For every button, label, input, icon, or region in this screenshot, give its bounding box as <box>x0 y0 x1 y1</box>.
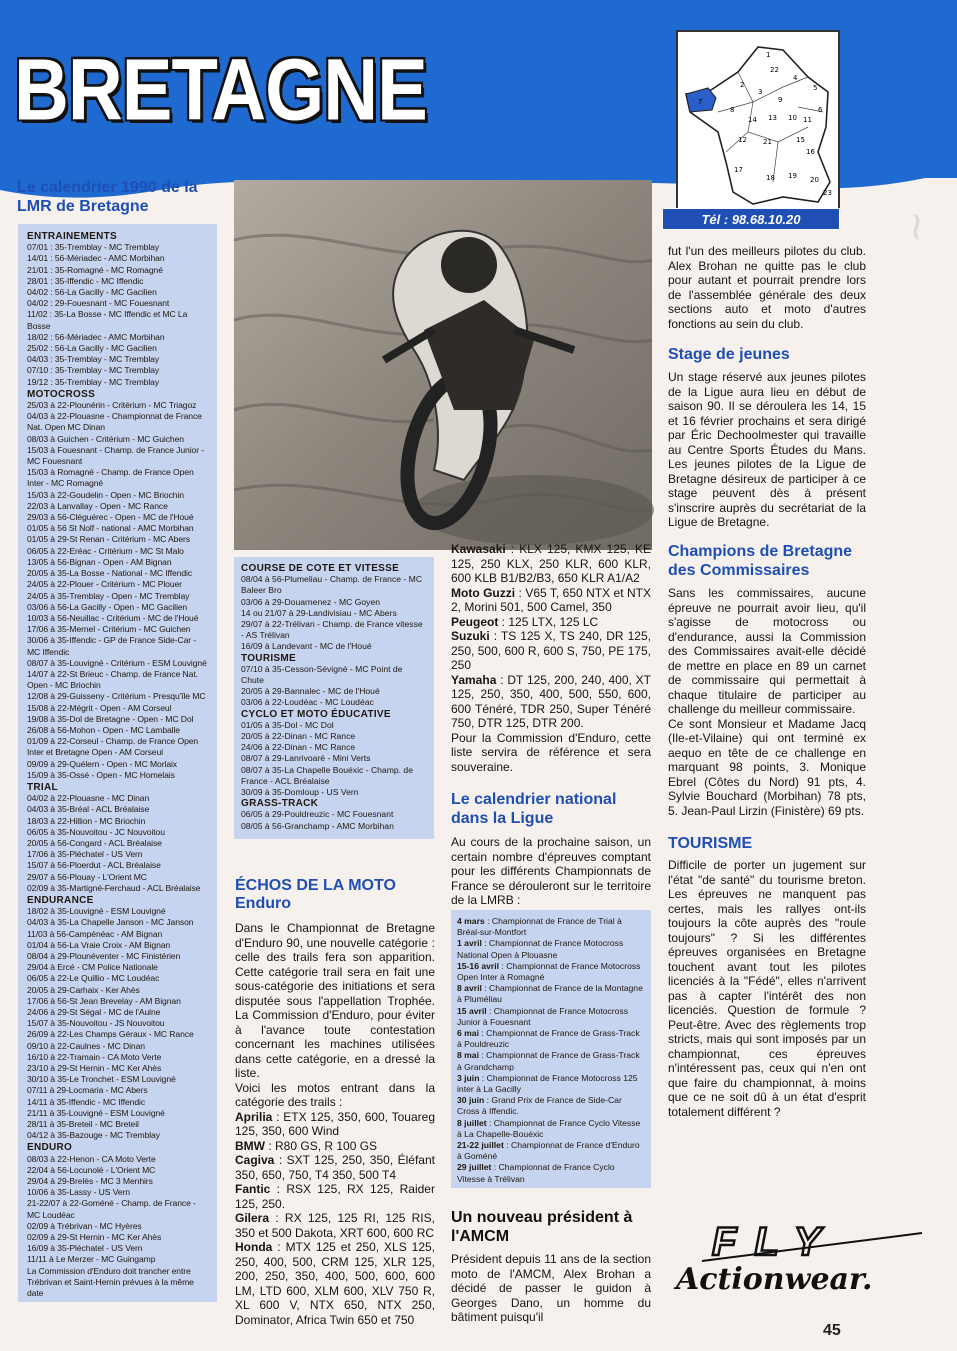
map-number: 16 <box>806 148 815 156</box>
national-event-date: 15 avril <box>457 1005 487 1016</box>
calendar-line: 19/08 à 35-Dol de Bretagne - Open - MC Dol <box>27 713 194 724</box>
calendar-line: 18/02 à 35-Louvigné - ESM Louvigné <box>27 906 166 917</box>
president-text: Président depuis 11 ans de la section moto de l'AMCM, Alex Brohan a décidé de passer le guidon à Georges Dano, un homme du bâtiment puisqu'il <box>451 1252 651 1324</box>
map-number: 15 <box>796 136 805 144</box>
bike-brand: Moto Guzzi <box>451 585 516 600</box>
calendar-line: 07/01 : 35-Tremblay - MC Tremblay <box>27 242 160 253</box>
bike-brand: BMW <box>235 1138 265 1153</box>
calendar-line: 04/02 : 56-La Gacilly - MC Gacilien <box>27 287 157 298</box>
calendar-line: 06/05 à 22-Eréac - Critérium - MC St Malo <box>27 545 184 556</box>
national-event: 8 juillet : Championnat de France Cyclo Vitesse à La Chapelle-Bouéxic <box>457 1117 641 1139</box>
calendar-line: 12/08 à 29-Guisseny - Critérium - Presqu'île MC <box>27 691 206 702</box>
calendar-line: 04/12 à 35-Bazouge - MC Tremblay <box>27 1130 160 1141</box>
calendar-line: 14/11 à 35-Iffendic - MC Iffendic <box>27 1096 146 1107</box>
calendar-line: 26/09 à 22-Les Champs Géraux - MC Rance <box>27 1029 194 1040</box>
calendar-line: 28/11 à 35-Breteil - MC Breteil <box>27 1119 139 1130</box>
national-event-text: Championnat de France de la Montagne à Pluméliau <box>457 983 643 1005</box>
national-event: 15-16 avril : Championnat de France Motocross Open Inter à Romagné <box>457 960 641 983</box>
calendar-line: 11/03 à 56-Campénéac - AM Bignan <box>27 928 163 939</box>
calendar-line: 15/09 à 35-Ossé - Open - MC Homelais <box>27 769 175 780</box>
national-heading: Le calendrier national dans la Ligue <box>451 791 617 827</box>
motocross-photo <box>234 180 652 550</box>
bike-entry: Cagiva : SXT 125, 250, 350, Éléfant 350, 650, 750, T4 350, 500 T4 <box>235 1153 435 1182</box>
fly-brand: FLY <box>712 1220 839 1264</box>
calendar-line: 21-22/07 à 22-Goméné - Champ. de France - MC Loudéac <box>27 1198 196 1220</box>
show-through-text: ~ <box>894 210 940 244</box>
calendar-line: 20/05 à 29-Carhaix - Ker Ahès <box>27 984 140 995</box>
bike-entry: Aprilia : ETX 125, 350, 600, Touareg 125, 350, 600 Wind <box>235 1109 435 1138</box>
bike-entry: Gilera : RX 125, 125 RI, 125 RIS, 350 et 500 Dakota, XRT 600, 600 RC <box>235 1211 435 1240</box>
page-number: 45 <box>823 1322 841 1339</box>
bike-brand: Cagiva <box>235 1153 275 1167</box>
phone-banner: Tél : 98.68.10.20 <box>662 208 840 230</box>
events-line: 03/06 à 22-Loudéac - MC Loudéac <box>241 697 374 708</box>
bike-entry: Moto Guzzi : V65 T, 650 NTX et NTX 2, Morini 501, 500 Camel, 350 <box>451 585 651 614</box>
bike-models: TS 125 X, TS 240, DR 125, 250, 500, 600 R, 600 S, 750, PE 175, 250 <box>451 629 651 672</box>
echos-heading <box>235 877 435 913</box>
calendar-line: 29/04 à 29-Brelès - MC 3 Menhirs <box>27 1176 153 1187</box>
national-event: 8 mai : Championnat de France de Grass-Track à Grandchamp <box>457 1050 640 1072</box>
national-event-text: Championnat de France Motocross Open Inter à Romagné <box>457 960 641 983</box>
bike-models: RX 125, 125 RI, 125 RIS, 350 et 500 Dakota, XRT 600, 600 RC <box>235 1211 435 1240</box>
enduro-article <box>235 921 435 1327</box>
calendar-line: 16/09 à 35-Pléchatel - US Vern <box>27 1243 143 1254</box>
calendar-line: 17/06 à 35-Mernel - Critérium - MC Guichen <box>27 624 191 635</box>
national-event-date: 1 avril <box>457 938 482 949</box>
calendar-line: 04/03 à 35-Bréal - ACL Bréalaise <box>27 804 150 815</box>
calendar-line: 29/07 à 56-Plouay - L'Orient MC <box>27 871 147 882</box>
calendar-line: 18/03 à 22-Hillion - MC Briochin <box>27 815 146 826</box>
map-number: 3 <box>758 88 763 96</box>
map-number: 17 <box>734 166 743 174</box>
bikes-list-continued <box>451 542 651 780</box>
national-event-text: Championnat de France Motocross 125 inter à La Gacilly <box>457 1072 638 1095</box>
fly-tagline: Actionwear. <box>676 1262 873 1297</box>
calendar-line: 15/08 à 22-Mégrit - Open - AM Corseul <box>27 702 172 713</box>
bike-brand: Yamaha <box>451 672 497 687</box>
bike-entry: Fantic : RSX 125, RX 125, Raider 125, 250. <box>235 1182 435 1211</box>
bike-brand: Aprilia <box>235 1109 273 1124</box>
bike-models: KLX 125, KMX 125, KE 125, 250 KLX, 250 KLR, 600 KLR, 600 KLB B1/B2/B3, 650 KLR A1/A2 <box>451 542 651 585</box>
calendar-line: 11/02 : 35-La Bosse - MC Iffendic et MC La Bosse <box>27 309 188 331</box>
bike-brand: Honda <box>235 1240 273 1254</box>
national-event-date: 21-22 juillet <box>457 1140 504 1151</box>
bike-models: DT 125, 200, 240, 400, XT 125, 250, 350, 400, 500, 550, 600, 600 Ténéré, TDR 250, Super Ténéré 750, DTR 125, DTR 200. <box>451 672 651 730</box>
bike-entry: Suzuki : TS 125 X, TS 240, DR 125, 250, 500, 600 R, 600 S, 750, PE 175, 250 <box>451 629 651 672</box>
bike-entry: Peugeot : 125 LTX, 125 LC <box>451 614 599 629</box>
calendar-line: 01/09 à 22-Corseul - Champ. de France Open Inter et Bretagne Open - AM Corseul <box>27 736 199 758</box>
map-number: 13 <box>768 114 777 122</box>
calendar-line: 01/05 à 29-St Renan - Critérium - MC Abers <box>27 534 190 545</box>
calendar-line: 20/05 à 56-Congard - ACL Bréalaise <box>27 837 162 848</box>
bike-models: ETX 125, 350, 600, Touareg 125, 350, 600 Wind <box>235 1109 435 1138</box>
echos-subtitle: Enduro <box>235 895 291 912</box>
tourisme-text: Difficile de porter un jugement sur l'état "de santé" du tourisme breton. Les épreuves ne manquent pas certes, mais les rallyes ont-ils toujours la côte auprès des "roule toujours" ? Si les différentes épreuves organisées en Bretagne touchent avant tout les pilotes licenciés à la "Fédé", elles n'arrivent pas à capter l'intérêt des non licenciés. Question de formule ? Peut-être. Avec des règlements trop stricts, mais qui sont imposés par un championnat, ces épreuves n'intéressent pas, ceux qui n'en ont que faire du championnat, à moins que ce ne soit dû à un état d'esprit totalement différent ? <box>668 858 866 1119</box>
calendar-line: 18/02 : 56-Mériadec - AMC Morbihan <box>27 331 165 342</box>
map-number: 12 <box>738 136 747 144</box>
map-number: 4 <box>793 74 798 82</box>
bikes-list-2 <box>451 542 651 731</box>
calendar-line: 22/04 à 56-Locunolé - L'Orient MC <box>27 1164 156 1175</box>
bikes-list-1 <box>235 1110 435 1328</box>
national-event-text: Championnat de France de Grass-Track à Pouldreuzic <box>457 1028 640 1050</box>
bike-models: V65 T, 650 NTX et NTX 2, Morini 501, 500 Camel, 350 <box>451 585 651 614</box>
map-number: 6 <box>818 106 823 114</box>
calendar-line: 09/10 à 22-Caulnes - MC Dinan <box>27 1040 145 1051</box>
map-number: 10 <box>788 114 797 122</box>
calendar-line: 17/06 à 35-Pléchatel - US Vern <box>27 849 143 860</box>
calendar-line: 15/07 à 35-Nouvoitou - JS Nouvoitou <box>27 1018 165 1029</box>
national-event-date: 15-16 avril <box>457 960 500 971</box>
calendar-line: 06/05 à 22-Le Quillio - MC Loudéac <box>27 973 160 984</box>
bike-brand: Fantic <box>235 1182 271 1196</box>
calendar-line: 24/05 à 22-Plouer - Critérium - MC Plouer <box>27 579 182 590</box>
fly-ad <box>672 1215 942 1300</box>
events-section-title: GRASS-TRACK <box>241 798 319 810</box>
calendar-line: 23/10 à 29-St Hernin - MC Ker Ahès <box>27 1063 162 1074</box>
calendar-line: 15/03 à Romagné - Champ. de France Open Inter - MC Romagné <box>27 467 194 489</box>
national-event: 15 avril : Championnat de France Motocross Junior à Fouesnant <box>457 1005 629 1027</box>
calendar-line: 04/03 à 35-La Chapelle Janson - MC Janson <box>27 917 194 928</box>
calendar-section-title: TRIAL <box>27 781 58 793</box>
map-number: 9 <box>778 96 783 104</box>
national-intro: Au cours de la prochaine saison, un certain nombre d'épreuves comptant pour les différents Championnats de France se dérouleront sur le territoire de la LMRB : <box>451 835 651 907</box>
events-line: 06/05 à 29-Pouldreuzic - MC Fouesnant <box>241 809 394 820</box>
calendar-line: 03/06 à 56-La Gacilly - Open - MC Gacilien <box>27 601 188 612</box>
calendar-line: 15/03 à Fouesnant - Champ. de France Junior - MC Fouesnant <box>27 444 205 467</box>
map-number: 20 <box>810 176 819 184</box>
calendar-line: 02/09 à Trébrivan - MC Hyères <box>27 1220 142 1231</box>
national-event-date: 4 mars <box>457 916 485 926</box>
national-event-date: 8 avril <box>457 983 482 994</box>
events-line: 20/05 à 22-Dinan - MC Rance <box>241 731 356 742</box>
national-event-text: Championnat de France Motocross National Open à Plouasne <box>457 938 624 960</box>
national-events-box <box>451 910 651 1188</box>
stage-heading: Stage de jeunes <box>668 346 790 363</box>
bike-entry: Honda : MTX 125 et 250, XLS 125, 250, 400, 500, CRM 125, XLR 125, 200, 250, 350, 400, 500, 600, 600 LM, LTD 600, XLM 600, XLV 750 R, XL 600 V, NTX 650, NTX 250, Dominator, Africa Twin 650 et 750 <box>235 1240 435 1327</box>
calendar-line: 13/05 à 56-Bignan - Open - AM Bignan <box>27 556 172 567</box>
calendar-line: 29/03 à 56-Cléguérec - Open - MC de l'Houé <box>27 512 194 523</box>
champions-heading: Champions de Bretagne des Commissaires <box>668 543 853 579</box>
calendar-line: 15/07 à 56-Ploerdut - ACL Bréalaise <box>27 860 161 871</box>
events-line: 01/05 à 35-Dol - MC Dol <box>241 719 334 730</box>
bike-models: RSX 125, RX 125, Raider 125, 250. <box>235 1182 435 1211</box>
france-map <box>676 30 840 212</box>
map-number: 21 <box>763 138 772 146</box>
national-event: 4 mars : Championnat de France de Trial à Bréal-sur-Montfort <box>457 916 622 938</box>
national-event: 1 avril : Championnat de France Motocross National Open à Plouasne <box>457 938 624 960</box>
events-box <box>234 557 434 839</box>
calendar-heading: Le calendrier 1990 de la LMR de Bretagne <box>17 179 198 215</box>
calendar-line: 08/03 à Guichen - Critérium - MC Guichen <box>27 433 184 444</box>
champions-paragraph-1: Sans les commissaires, aucune épreuve ne pourrait avoir lieu, qu'il s'agisse de motocross ou d'endurance, aussi la Commission des Commissaires avait-elle décidé de mettre en place en 89 un carnet de commissaire qui permettait à chaque titulaire de participer au challenge du meilleur commissaire. <box>668 586 866 716</box>
national-event-date: 6 mai <box>457 1028 479 1039</box>
national-event-date: 29 juillet <box>457 1162 492 1173</box>
map-number: 2 <box>740 81 745 89</box>
calendar-line: 21/11 à 35-Louvigné - ESM Louvigné <box>27 1107 165 1118</box>
bike-models: 125 LTX, 125 LC <box>508 614 599 629</box>
events-line: 03/06 à 29-Douarnenez - MC Goyen <box>241 596 381 607</box>
national-event-date: 30 juin <box>457 1095 485 1106</box>
rider-photo-icon <box>234 180 652 550</box>
calendar-section-title: ENDURO <box>27 1142 73 1154</box>
calendar-line: 17/06 à 56-St Jean Brevelay - AM Bignan <box>27 995 181 1006</box>
calendar-line: 04/03 : 35-Tremblay - MC Tremblay <box>27 354 160 365</box>
calendar-line: 25/02 : 56-La Gacilly - MC Gacilien <box>27 343 157 354</box>
calendar-line: 29/04 à Ercé - CM Police Nationale <box>27 962 158 973</box>
national-event-text: Grand Prix de France de Side-Car Cross à Iffendic. <box>457 1095 622 1117</box>
calendar-line: 21/01 : 35-Romagné - MC Romagné <box>27 264 163 275</box>
bike-brand: Kawasaki <box>451 542 506 556</box>
france-map-icon <box>678 32 838 210</box>
national-event: 8 avril : Championnat de France de la Montagne à Pluméliau <box>457 983 643 1005</box>
bike-brand: Peugeot <box>451 614 499 629</box>
map-number: 7 <box>698 98 703 106</box>
events-line: 14 ou 21/07 à 29-Landivisiau - MC Abers <box>241 607 397 618</box>
events-line: 29/07 à 22-Trélivan - Champ. de France vitesse - AS Trélivan <box>241 619 423 641</box>
calendar-line: 01/05 à 56 St Nolf - national - AMC Morbihan <box>27 523 194 534</box>
calendar-line: 10/03 à 56-Neuillac - Critérium - MC de l'Houé <box>27 612 199 623</box>
national-event: 21-22 juillet : Championnat de France d'Enduro à Goméné <box>457 1140 640 1162</box>
map-number: 23 <box>823 189 832 197</box>
bike-models: SXT 125, 250, 350, Éléfant 350, 650, 750, T4 350, 500 T4 <box>235 1153 435 1182</box>
calendar-line: 14/01 : 56-Mériadec - AMC Morbihan <box>27 253 165 264</box>
calendar-section-title: ENDURANCE <box>27 894 94 906</box>
calendar-line: 19/12 : 35-Tremblay - MC Tremblay <box>27 376 160 387</box>
enduro-intro: Dans le Championnat de Bretagne d'Enduro 90, une nouvelle catégorie : celle des trails fera son apparition. Cette catégorie trail sera en fait une sous-catégorie des initiations et sera disputée sous l'appellation Trophée. La Commission d'Enduro, pour éviter à l'avance toute contestation concernant les machines utilisées dans cette catégorie, en a dressé la liste. <box>235 921 435 1080</box>
national-event-date: 3 juin <box>457 1072 480 1083</box>
calendar-line: 02/09 à 35-Martigné-Ferchaud - ACL Bréalaise <box>27 882 201 893</box>
bike-models: MTX 125 et 250, XLS 125, 250, 400, 500, CRM 125, XLR 125, 200, 250, 350, 400, 500, 600, 600 LM, LTD 600, XLM 600, XLV 750 R, XL 600 V, NTX 650, NTX 250, Dominator, Africa Twin 650 et 750 <box>235 1240 435 1327</box>
calendar-line: 24/05 à 35-Tremblay - Open - MC Tremblay <box>27 590 190 601</box>
map-number: 8 <box>730 106 735 114</box>
events-section-title: TOURISME <box>241 652 296 664</box>
national-event-date: 8 juillet <box>457 1117 487 1128</box>
calendar-line: 24/06 à 29-St Ségal - MC de l'Aulne <box>27 1007 161 1018</box>
fly-logo-icon <box>672 1215 942 1300</box>
calendar-line: 08/04 à 29-Plounéventer - MC Finistérien <box>27 951 181 961</box>
echos-title: ÉCHOS DE LA MOTO <box>235 877 396 894</box>
national-event: 30 juin : Grand Prix de France de Side-Car Cross à Iffendic. <box>457 1095 622 1117</box>
national-event-text: Championnat de France Cyclo Vitesse à La Chapelle-Bouéxic <box>457 1117 641 1139</box>
bike-entry: BMW : R80 GS, R 100 GS <box>235 1138 378 1153</box>
map-number: 5 <box>813 84 818 92</box>
bike-brand: Gilera <box>235 1211 270 1225</box>
map-number: 1 <box>766 51 771 59</box>
calendar-line: 11/11 à Le Merzer - MC Guingamp <box>27 1254 156 1265</box>
bike-entry: Yamaha : DT 125, 200, 240, 400, XT 125, 250, 350, 400, 500, 550, 600, 600 Ténéré, TDR 250, Super Ténéré 750, DTR 125, DTR 200. <box>451 672 651 730</box>
president-heading: Un nouveau président à l'AMCM <box>451 1209 633 1245</box>
calendar-line: 04/03 à 22-Plouasne - Championnat de France Nat. Open MC Dinan <box>27 411 202 433</box>
calendar-line: 20/05 à 35-La Bosse - National - MC Iffendic <box>27 568 193 579</box>
events-line: 20/05 à 29-Bannalec - MC de l'Houé <box>241 686 380 697</box>
calendar-line: 06/05 à 35-Nouvoitou - JC Nouvoitou <box>27 826 165 837</box>
national-event-text: Championnat de France d'Enduro à Goméné <box>457 1140 640 1162</box>
national-event: 29 juillet : Championnat de France Cyclo Vitesse à Trélivan <box>457 1162 615 1184</box>
president-text-continued: fut l'un des meilleurs pilotes du club. Alex Brohan ne quitte pas le club pour autant et pourrait prendre lors de l'assemblée générale des deux sections auto et moto d'autres fonctions au sein du club. <box>668 244 866 331</box>
calendar-line: 10/06 à 35-Lassy - US Vern <box>27 1187 130 1198</box>
calendar-section-title: ENTRAINEMENTS <box>27 231 118 242</box>
calendar-box <box>18 224 217 1302</box>
map-number: 22 <box>770 66 779 74</box>
national-event-date: 8 mai <box>457 1050 479 1061</box>
calendar-line: 09/09 à 29-Quélern - Open - MC Morlaix <box>27 758 177 769</box>
national-event: 6 mai : Championnat de France de Grass-Track à Pouldreuzic <box>457 1028 640 1050</box>
calendar-line: 26/08 à 56-Mohon - Open - MC Lamballe <box>27 724 180 735</box>
calendar-line: 30/10 à 35-Le Tronchet - ESM Louvigné <box>27 1074 176 1085</box>
enduro-intro-2: Voici les motos entrant dans la catégorie des trails : <box>235 1080 435 1109</box>
calendar-line: 04/02 : 29-Fouesnant - MC Fouesnant <box>27 298 170 309</box>
national-event-text: Championnat de France Motocross Junior à Fouesnant <box>457 1005 629 1027</box>
bike-brand: Suzuki <box>451 629 490 643</box>
calendar-line: 28/01 : 35-Iffendic - MC Iffendic <box>27 275 144 286</box>
calendar-section-title: MOTOCROSS <box>27 388 96 400</box>
calendar-line: 02/09 à 29-St Hernin - MC Ker Ahès <box>27 1232 162 1243</box>
calendar-line: 15/03 à 22-Goudelin - Open - MC Briochin <box>27 489 184 500</box>
calendar-line: 07/10 : 35-Tremblay - MC Tremblay <box>27 365 160 376</box>
events-section-title: CYCLO ET MOTO ÉDUCATIVE <box>241 708 391 720</box>
bike-entry: Kawasaki : KLX 125, KMX 125, KE 125, 250 KLX, 250 KLR, 600 KLR, 600 KLB B1/B2/B3, 650 KLR A1/A2 <box>451 542 651 585</box>
bike-models: R80 GS, R 100 GS <box>275 1138 378 1153</box>
page-title: BRETAGNE <box>14 41 427 139</box>
calendar-line: 14/07 à 22-St Brieuc - Champ. de France Nat. Open - MC Briochin <box>27 668 198 691</box>
enduro-outro: Pour la Commission d'Enduro, cette liste servira de référence et sera souveraine. <box>451 730 651 774</box>
calendar-line: 25/03 à 22-Plounérin - Critérium - MC Triagoz <box>27 400 197 411</box>
national-event: 3 juin : Championnat de France Motocross 125 inter à La Gacilly <box>457 1072 638 1095</box>
calendar-line: 30/06 à 35-Iffendic - GP de France Side-Car - MC Iffendic <box>27 635 197 657</box>
events-line: 07/10 à 35-Cesson-Sévigné - MC Point de Chute <box>241 663 403 686</box>
calendar-line: 16/10 à 22-Tramain - CA Moto Verte <box>27 1051 162 1062</box>
map-number: 14 <box>748 116 757 124</box>
calendar-line: 22/03 à Lanvallay - Open - MC Rance <box>27 500 168 511</box>
map-number: 19 <box>788 172 797 180</box>
champions-paragraph-2: Ce sont Monsieur et Madame Jacq (Ile-et-Vilaine) qui ont terminé ex aequo en tête de ce challenge en marquant 98 points, 3. Monique Ebrel (Côtes du Nord) 91 pts, 4. Sylvie Bouchard (Morbihan) 78 pts, 5. Jean-Paul Lirzin (Finistère) 69 pts. <box>668 716 866 818</box>
calendar-line: 08/07 à 35-Louvigné - Critérium - ESM Louvigné <box>27 657 207 668</box>
events-line: 08/07 à 29-Lanrivoaré - Mini Verts <box>241 753 371 764</box>
calendar-line: 04/02 à 22-Plouasne - MC Dinan <box>27 793 150 804</box>
tourisme-heading: TOURISME <box>668 835 753 852</box>
events-line: 30/09 à 35-Domloup - US Vern <box>241 787 359 798</box>
events-line: 08/07 à 35-La Chapelle Bouéxic - Champ. de France - ACL Bréalaise <box>241 764 413 786</box>
events-section-title: COURSE DE COTE ET VITESSE <box>241 563 400 574</box>
events-line: 24/06 à 22-Dinan - MC Rance <box>241 742 356 753</box>
events-line: 08/05 à 56-Granchamp - AMC Morbihan <box>241 820 394 831</box>
national-event-text: Championnat de France Cyclo Vitesse à Trélivan <box>457 1162 615 1184</box>
calendar-line: 08/03 à 22-Henon - CA Moto Verte <box>27 1153 156 1164</box>
events-line: 08/04 à 56-Plumeliau - Champ. de France - MC Baleer Bro <box>241 574 423 596</box>
champions-text <box>668 586 866 826</box>
stage-text: Un stage réservé aux jeunes pilotes de la Ligue aura lieu en début de saison 90. Il se déroulera les 14, 15 et 16 février prochains et sera dirigé par Éric Dechoolmester qui travaille au Centre Sports Études du Mans. Les jeunes pilotes de la Ligue de Bretagne désireux de participer à ce stage peuvent dès à présent s'inscrire auprès du secrétariat de la Ligue de Bretagne. <box>668 370 866 529</box>
national-event-text: Championnat de France de Grass-Track à Grandchamp <box>457 1050 640 1072</box>
calendar-line: 01/04 à 56-La Vraie Croix - AM Bignan <box>27 939 171 950</box>
calendar-line: La Commission d'Enduro doit trancher entre Trébrivan et Saint-Hernin prévues à la même date <box>27 1265 194 1299</box>
map-number: 18 <box>766 174 775 182</box>
national-event-text: Championnat de France de Trial à Bréal-sur-Montfort <box>457 916 622 938</box>
events-line: 16/09 à Landevant - MC de l'Houé <box>241 641 372 652</box>
map-number: 11 <box>803 116 812 124</box>
calendar-line: 07/11 à 29-Locmaria - MC Abers <box>27 1085 148 1096</box>
